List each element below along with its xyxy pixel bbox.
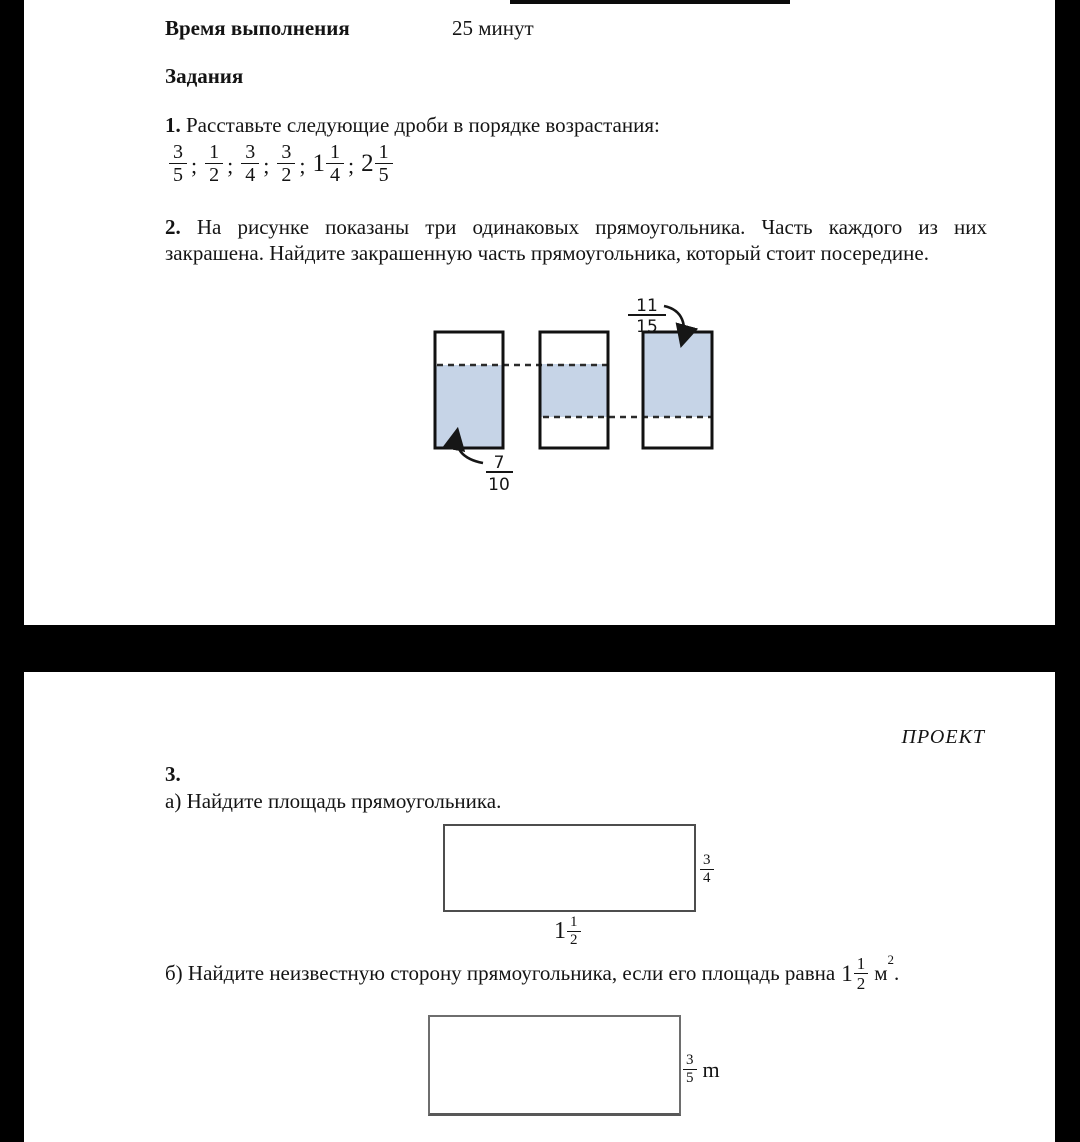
fraction-numerator: 3 xyxy=(245,141,256,163)
fraction-denominator: 4 xyxy=(700,869,714,887)
fraction-separator: ; xyxy=(227,152,234,178)
fraction-5 xyxy=(313,141,345,186)
shaded-region-right xyxy=(643,332,712,417)
fraction-numerator: 3 xyxy=(281,141,292,163)
fraction-11-15-denominator: 15 xyxy=(636,317,658,337)
question-1-fractions xyxy=(168,141,393,186)
fraction-numerator: 1 xyxy=(209,141,220,163)
fraction-whole: 2 xyxy=(361,150,374,177)
fraction-denominator: 2 xyxy=(277,163,295,186)
fraction-separator: ; xyxy=(348,152,355,178)
height-unit: m xyxy=(702,1056,720,1082)
fraction-numerator: 3 xyxy=(173,141,183,163)
cropped-heading-artifact xyxy=(510,0,790,4)
rectangle-a-height-fraction xyxy=(700,852,714,887)
fraction-denominator: 5 xyxy=(683,1069,697,1087)
fraction-11-15-numerator: 11 xyxy=(636,296,658,316)
sentence-period: . xyxy=(893,961,900,985)
area-unit: $м^2$. xyxy=(874,952,900,985)
question-2-line-1: 2. На рисунке показаны три одинаковых прямоугольника. Часть каждого из них xyxy=(165,215,988,239)
question-1-prompt xyxy=(165,113,660,138)
fraction-denominator: 5 xyxy=(375,163,393,186)
question-2-prompt xyxy=(165,214,987,266)
fraction-numerator: 3 xyxy=(703,852,711,868)
fraction-denominator: 5 xyxy=(169,163,187,186)
fraction-denominator: 4 xyxy=(241,163,259,186)
question-3-number: 3. xyxy=(165,762,181,786)
fraction-denominator: 2 xyxy=(567,931,581,949)
question-1-text: Расставьте следующие дроби в порядке возрастания: xyxy=(186,113,660,137)
worksheet-page-2 xyxy=(24,672,1055,1142)
fraction-denominator: 4 xyxy=(326,163,344,186)
question-1-number: 1. xyxy=(165,113,181,137)
rectangle-a xyxy=(443,824,696,912)
area-unit-exponent: 2 xyxy=(887,952,894,967)
fraction-numerator: 3 xyxy=(686,1052,694,1068)
fraction-2 xyxy=(204,141,223,186)
rectangle-b xyxy=(428,1015,681,1116)
time-label: Время выполнения xyxy=(165,16,350,40)
fraction-numerator: 1 xyxy=(856,954,866,973)
shaded-region-left xyxy=(435,365,503,448)
time-value: 25 минут xyxy=(452,16,534,40)
three-rectangles-figure xyxy=(400,285,760,495)
fraction-denominator: 2 xyxy=(205,163,223,186)
fraction-7-10-denominator: 10 xyxy=(488,475,510,495)
fraction-3 xyxy=(240,141,259,186)
fraction-separator: ; xyxy=(263,152,270,178)
fraction-separator: ; xyxy=(191,152,198,178)
fraction-numerator: 1 xyxy=(378,141,389,163)
question-3b-prompt xyxy=(165,954,899,993)
tasks-title: Задания xyxy=(165,64,244,88)
fraction-whole: 1 xyxy=(312,150,325,177)
fraction-numerator: 1 xyxy=(330,141,340,163)
fraction-1 xyxy=(168,141,187,186)
question-3a-prompt: а) Найдите площадь прямоугольника. xyxy=(165,789,502,813)
rectangle-b-height-label xyxy=(683,1052,720,1087)
fraction-7-10-numerator: 7 xyxy=(493,453,505,473)
shaded-region-middle xyxy=(540,364,608,417)
worksheet-page-1 xyxy=(24,0,1055,625)
fraction-denominator: 2 xyxy=(854,973,869,993)
question-2-number: 2. xyxy=(165,215,181,239)
mixed-whole: 1 xyxy=(554,918,566,944)
fraction-separator: ; xyxy=(299,152,306,178)
project-watermark: ПРОЕКТ xyxy=(901,726,985,748)
fraction-6 xyxy=(361,141,393,186)
area-value xyxy=(841,954,868,993)
mixed-whole: 1 xyxy=(841,961,853,986)
question-3b-text: б) Найдите неизвестную сторону прямоугольника, если его площадь равна xyxy=(165,961,836,985)
rectangle-a-width-label xyxy=(554,914,581,949)
question-2-line-2: закрашена. Найдите закрашенную часть прямоугольника, который стоит посередине. xyxy=(165,241,929,265)
fraction-4 xyxy=(276,141,295,186)
fraction-numerator: 1 xyxy=(570,914,578,930)
